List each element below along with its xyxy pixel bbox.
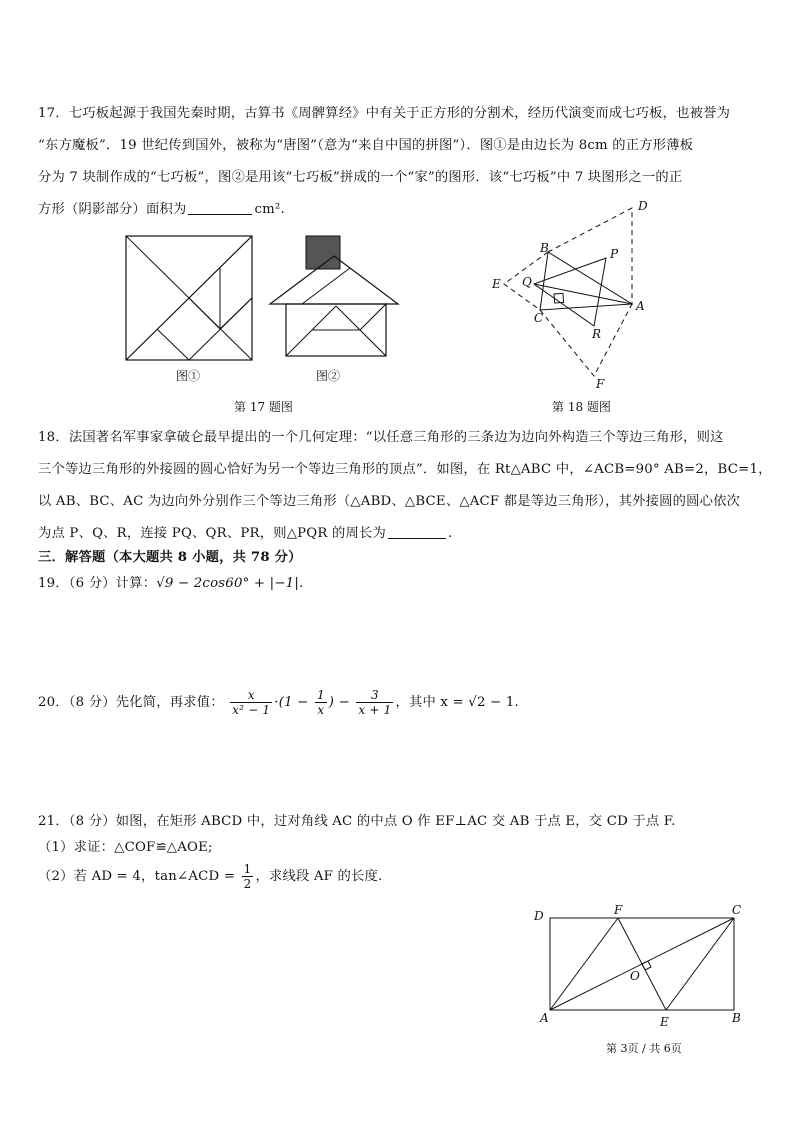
q17-line3: 分为 7 块制作成的“七巧板”，图②是用该“七巧板”拼成的一个“家”的图形．该“七巧板”中 7 块图形之一的正 — [38, 170, 683, 185]
label-D: D — [638, 199, 648, 213]
q20 — [38, 686, 760, 720]
label-P: P — [610, 247, 619, 261]
q20-fraction-3: $\frac{3}{x + 1}$ — [358, 688, 392, 717]
label-F: F — [614, 903, 623, 917]
q18-line4-text: 为点 P、Q、R，连接 PQ、QR、PR，则△PQR 的周长为 — [38, 526, 386, 541]
q20-suffix: ，其中 x = √2 − 1. — [395, 695, 519, 710]
napoleon-triangle-figure — [488, 196, 658, 392]
page-footer: 第 3页 / 共 6页 — [606, 1042, 682, 1055]
q21-part2-text: （2）若 AD = 4，tan∠ACD = — [38, 869, 236, 884]
q19-prefix: 19．（6 分）计算： — [38, 576, 157, 591]
q20-mid2: ) − — [328, 695, 350, 710]
q21-fraction: $\frac{1}{2}$ — [243, 862, 252, 891]
q18-line3: 以 AB、BC、AC 为边向外分别作三个等边三角形（△ABD、△BCE、△ACF 都是等边三角形），其外接圆的圆心依次 — [38, 494, 741, 509]
label-C: C — [534, 311, 544, 325]
label-C: C — [732, 903, 742, 917]
label-B: B — [540, 241, 549, 255]
q21-part2-end: ，求线段 AF 的长度. — [255, 869, 383, 884]
label-B: B — [732, 1011, 741, 1025]
label-Q: Q — [522, 275, 532, 289]
fig18-caption: 第 18 题图 — [552, 400, 611, 414]
tangram-figure-2-house — [268, 234, 400, 362]
q21-part1: （1）求证：△COF≌△AOE; — [38, 840, 213, 855]
answer-blank — [388, 524, 446, 539]
q17-unit: cm². — [254, 202, 285, 217]
section-title: 三．解答题（本大题共 8 小题，共 78 分） — [38, 550, 302, 565]
q17-line1: 17．七巧板起源于我国先秦时期，古算书《周髀算经》中有关于正方形的分割术，经历代演变而成七巧板，也被誉为 — [38, 106, 731, 121]
q21-part2 — [38, 860, 760, 894]
q21-line1: 21．（8 分）如图，在矩形 ABCD 中，过对角线 AC 的中点 O 作 EF⊥AC 交 AB 于点 E，交 CD 于点 F. — [38, 814, 676, 829]
label-D: D — [534, 909, 544, 923]
q18-line1: 18．法国著名军事家拿破仑最早提出的一个几何定理：“以任意三角形的三条边为边向外构造三个等边三角形，则这 — [38, 430, 724, 445]
fig1-label: 图① — [176, 369, 201, 383]
q17-line4-text: 方形（阴影部分）面积为 — [38, 202, 187, 217]
label-A: A — [636, 299, 645, 313]
fig2-label: 图② — [316, 369, 341, 383]
q19-expression: √9 − 2cos60° + |−1|. — [156, 576, 304, 591]
label-E: E — [660, 1015, 669, 1029]
rectangle-abcd-figure — [528, 898, 758, 1032]
q18-period: . — [448, 526, 453, 541]
q17-line2: “东方魔板”．19 世纪传到国外，被称为“唐图”（意为“来自中国的拼图”）．图①是由边长为 8cm 的正方形薄板 — [38, 138, 694, 153]
label-O: O — [630, 969, 640, 983]
tangram-figure-1 — [124, 234, 254, 362]
q18-line2: 三个等边三角形的外接圆的圆心恰好为另一个等边三角形的顶点”．如图，在 Rt△ABC 中，∠ACB=90° AB=2，BC=1， — [38, 462, 772, 477]
q20-mid1: ·(1 − — [274, 695, 309, 710]
answer-blank — [188, 200, 252, 215]
label-R: R — [592, 327, 602, 341]
label-A: A — [540, 1011, 549, 1025]
q20-fraction-2: $\frac{1}{x}$ — [316, 688, 325, 717]
label-E: E — [492, 277, 501, 291]
label-F: F — [596, 377, 605, 391]
fig17-caption: 第 17 题图 — [234, 400, 293, 414]
q20-prefix: 20．（8 分）先化简，再求值： — [38, 695, 224, 710]
q20-fraction-1: $\frac{x}{\text{x² − 1}}$ — [232, 688, 271, 717]
q19 — [38, 570, 760, 598]
